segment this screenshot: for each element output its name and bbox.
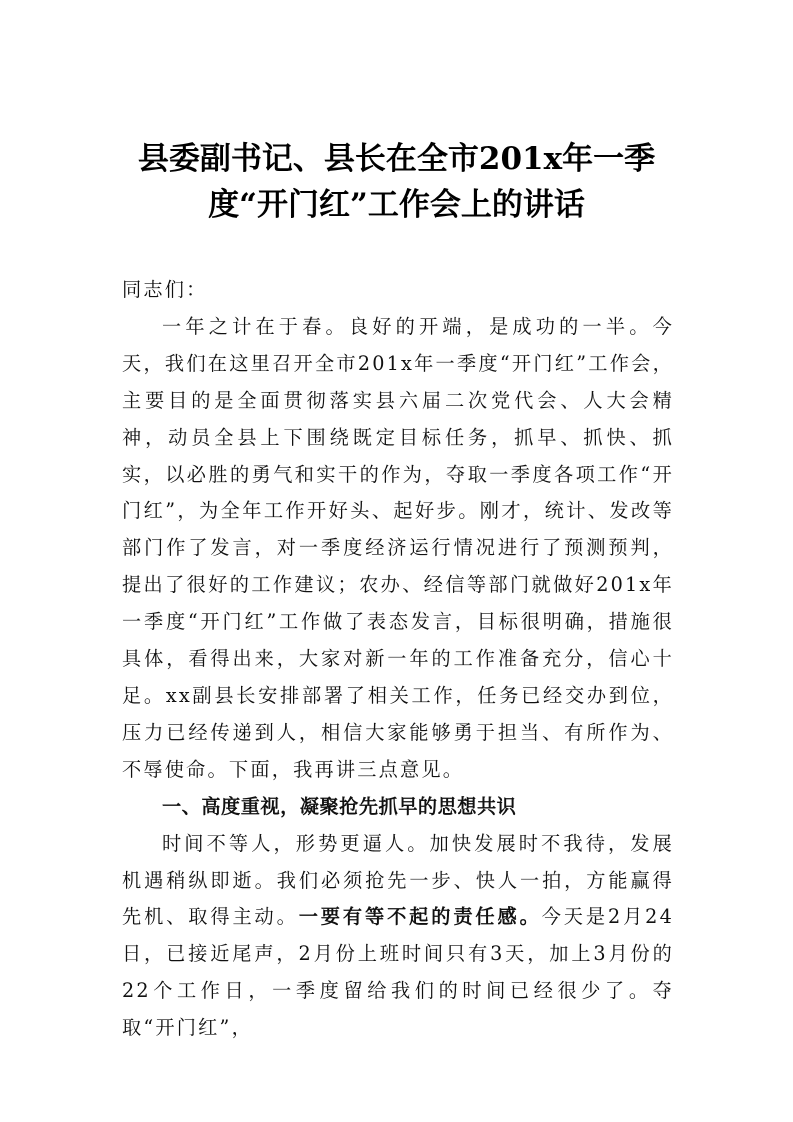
- section-bold-point: 一要有等不起的责任感。: [298, 905, 542, 929]
- document-body: [122, 272, 674, 1047]
- opening-paragraph: 一年之计在于春。良好的开端，是成功的一半。今天，我们在这里召开全市201x年一季度“开门红”工作会，主要目的是全面贯彻落实县六届二次党代会、人大会精神，动员全县上下围绕既定目标任务，抓早、抓快、抓实，以必胜的勇气和实干的作为，夺取一季度各项工作“开门红”，为全年工作开好头、起好步。刚才，统计、发改等部门作了发言，对一季度经济运行情况进行了预测预判，提出了很好的工作建议；农办、经信等部门就做好201x年一季度“开门红”工作做了表态发言，目标很明确，措施很具体，看得出来，大家对新一年的工作准备充分，信心十足。xx副县长安排部署了相关工作，任务已经交办到位，压力已经传递到人，相信大家能够勇于担当、有所作为、不辱使命。下面，我再讲三点意见。: [122, 314, 674, 781]
- section-paragraph: [122, 826, 674, 1047]
- section-heading: 一、高度重视，凝聚抢先抓早的思想共识: [162, 794, 517, 818]
- section-text-after: 今天是2月24日，已接近尾声，2月份上班时间只有3天，加上3月份的22个工作日，一季度留给我们的时间已经很少了。夺取“开门红”，: [122, 905, 674, 1040]
- salutation: 同志们：: [122, 278, 208, 301]
- section-text-before: 时间不等人，形势更逼人。加快发展时不我待，发展机遇稍纵即逝。我们必须抢先一步、快人一拍，方能赢得先机、取得主动。: [122, 831, 674, 929]
- document-title: 县委副书记、县长在全市201x年一季度“开门红”工作会上的讲话: [137, 141, 656, 223]
